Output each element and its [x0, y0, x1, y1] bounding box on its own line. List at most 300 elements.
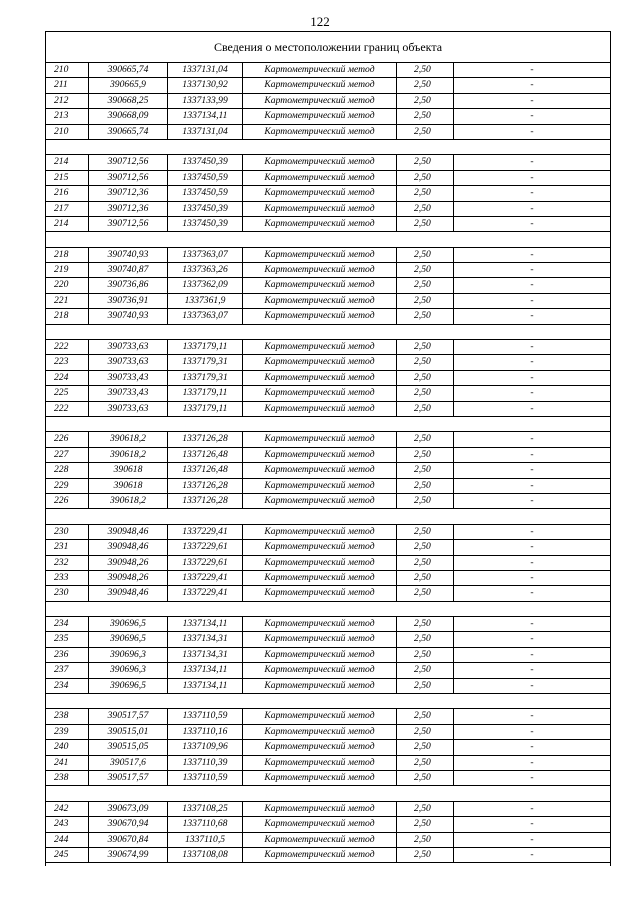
y-coordinate-cell: 1337110,16 [167, 725, 242, 739]
description-cell: - [453, 817, 610, 831]
accuracy-cell: 2,50 [396, 817, 453, 831]
point-number-cell: 243 [54, 818, 69, 830]
x-coordinate-cell: 390733,63 [88, 340, 167, 354]
accuracy-cell: 2,50 [396, 432, 453, 446]
point-number-cell: 222 [54, 402, 69, 414]
accuracy-cell: 2,50 [396, 94, 453, 108]
description-cell: - [453, 525, 610, 539]
method-cell: Картометрический метод [242, 263, 396, 277]
table-row [46, 248, 610, 263]
method-cell: Картометрический метод [242, 371, 396, 385]
accuracy-cell: 2,50 [396, 78, 453, 92]
accuracy-cell: 2,50 [396, 463, 453, 477]
x-coordinate-cell: 390712,36 [88, 202, 167, 216]
method-cell: Картометрический метод [242, 848, 396, 862]
separator-row [46, 232, 610, 247]
page-number: 122 [310, 14, 330, 29]
y-coordinate-cell: 1337110,39 [167, 756, 242, 770]
description-cell: - [453, 309, 610, 323]
description-cell: - [453, 171, 610, 185]
accuracy-cell: 2,50 [396, 617, 453, 631]
separator-row [46, 786, 610, 801]
method-cell: Картометрический метод [242, 432, 396, 446]
y-coordinate-cell: 1337229,41 [167, 586, 242, 600]
x-coordinate-cell: 390740,93 [88, 248, 167, 262]
point-number-cell: 225 [54, 387, 69, 399]
accuracy-cell: 2,50 [396, 448, 453, 462]
description-cell: - [453, 725, 610, 739]
description-cell: - [453, 494, 610, 508]
accuracy-cell: 2,50 [396, 556, 453, 570]
accuracy-cell: 2,50 [396, 771, 453, 785]
accuracy-cell: 2,50 [396, 371, 453, 385]
accuracy-cell: 2,50 [396, 833, 453, 847]
table-row [46, 278, 610, 293]
y-coordinate-cell: 1337179,31 [167, 371, 242, 385]
x-coordinate-cell: 390668,09 [88, 109, 167, 123]
y-coordinate-cell: 1337126,28 [167, 432, 242, 446]
accuracy-cell: 2,50 [396, 848, 453, 862]
table-row [46, 571, 610, 586]
y-coordinate-cell: 1337362,09 [167, 278, 242, 292]
y-coordinate-cell: 1337134,31 [167, 648, 242, 662]
table-row [46, 617, 610, 632]
accuracy-cell: 2,50 [396, 571, 453, 585]
table-row [46, 432, 610, 447]
description-cell: - [453, 617, 610, 631]
accuracy-cell: 2,50 [396, 309, 453, 323]
description-cell: - [453, 78, 610, 92]
table-row [46, 494, 610, 509]
table-row [46, 479, 610, 494]
accuracy-cell: 2,50 [396, 725, 453, 739]
description-cell: - [453, 63, 610, 77]
method-cell: Картометрический метод [242, 479, 396, 493]
point-number-cell: 221 [54, 294, 69, 306]
description-cell: - [453, 648, 610, 662]
table-row [46, 663, 610, 678]
accuracy-cell: 2,50 [396, 248, 453, 262]
point-number-cell: 223 [54, 356, 69, 368]
method-cell: Картометрический метод [242, 802, 396, 816]
y-coordinate-cell: 1337229,61 [167, 556, 242, 570]
y-coordinate-cell: 1337450,39 [167, 202, 242, 216]
x-coordinate-cell: 390517,6 [88, 756, 167, 770]
method-cell: Картометрический метод [242, 125, 396, 139]
accuracy-cell: 2,50 [396, 63, 453, 77]
method-cell: Картометрический метод [242, 248, 396, 262]
table-row [46, 463, 610, 478]
separator-row [46, 694, 610, 709]
point-number-cell: 224 [54, 371, 69, 383]
y-coordinate-cell: 1337450,59 [167, 186, 242, 200]
table-row [46, 448, 610, 463]
method-cell: Картометрический метод [242, 663, 396, 677]
table-row [46, 740, 610, 755]
y-coordinate-cell: 1337229,61 [167, 540, 242, 554]
accuracy-cell: 2,50 [396, 125, 453, 139]
description-cell: - [453, 155, 610, 169]
separator-row [46, 602, 610, 617]
point-number-cell: 235 [54, 633, 69, 645]
accuracy-cell: 2,50 [396, 155, 453, 169]
x-coordinate-cell: 390618 [88, 463, 167, 477]
accuracy-cell: 2,50 [396, 263, 453, 277]
table-row [46, 125, 610, 140]
point-number-cell: 244 [54, 833, 69, 845]
accuracy-cell: 2,50 [396, 740, 453, 754]
y-coordinate-cell: 1337110,68 [167, 817, 242, 831]
y-coordinate-cell: 1337126,28 [167, 494, 242, 508]
y-coordinate-cell: 1337363,07 [167, 309, 242, 323]
method-cell: Картометрический метод [242, 155, 396, 169]
point-number-cell: 231 [54, 541, 69, 553]
description-cell: - [453, 771, 610, 785]
x-coordinate-cell: 390733,63 [88, 402, 167, 416]
y-coordinate-cell: 1337110,59 [167, 709, 242, 723]
point-number-cell: 233 [54, 571, 69, 583]
accuracy-cell: 2,50 [396, 679, 453, 693]
method-cell: Картометрический метод [242, 217, 396, 231]
description-cell: - [453, 294, 610, 308]
table-row [46, 648, 610, 663]
method-cell: Картометрический метод [242, 63, 396, 77]
x-coordinate-cell: 390670,84 [88, 833, 167, 847]
description-cell: - [453, 556, 610, 570]
table-row [46, 263, 610, 278]
x-coordinate-cell: 390948,26 [88, 556, 167, 570]
x-coordinate-cell: 390736,91 [88, 294, 167, 308]
method-cell: Картометрический метод [242, 709, 396, 723]
point-number-cell: 242 [54, 802, 69, 814]
point-number-cell: 240 [54, 741, 69, 753]
point-number-cell: 218 [54, 248, 69, 260]
method-cell: Картометрический метод [242, 556, 396, 570]
description-cell: - [453, 802, 610, 816]
point-number-cell: 214 [54, 156, 69, 168]
table-row [46, 294, 610, 309]
y-coordinate-cell: 1337109,96 [167, 740, 242, 754]
y-coordinate-cell: 1337450,39 [167, 155, 242, 169]
separator-row [46, 417, 610, 432]
method-cell: Картометрический метод [242, 617, 396, 631]
description-cell: - [453, 386, 610, 400]
table-row [46, 402, 610, 417]
x-coordinate-cell: 390618 [88, 479, 167, 493]
x-coordinate-cell: 390618,2 [88, 494, 167, 508]
table-row [46, 94, 610, 109]
table-row [46, 556, 610, 571]
accuracy-cell: 2,50 [396, 802, 453, 816]
point-number-cell: 241 [54, 756, 69, 768]
point-number-cell: 210 [54, 64, 69, 75]
y-coordinate-cell: 1337108,25 [167, 802, 242, 816]
x-coordinate-cell: 390665,74 [88, 63, 167, 77]
method-cell: Картометрический метод [242, 463, 396, 477]
table-row [46, 802, 610, 817]
y-coordinate-cell: 1337229,41 [167, 571, 242, 585]
separator-row [46, 140, 610, 155]
point-number-cell: 216 [54, 187, 69, 199]
description-cell: - [453, 663, 610, 677]
x-coordinate-cell: 390515,01 [88, 725, 167, 739]
x-coordinate-cell: 390665,74 [88, 125, 167, 139]
point-number-cell: 222 [54, 341, 69, 353]
point-number-cell: 220 [54, 279, 69, 291]
y-coordinate-cell: 1337126,28 [167, 479, 242, 493]
y-coordinate-cell: 1337126,48 [167, 448, 242, 462]
description-cell: - [453, 402, 610, 416]
description-cell: - [453, 340, 610, 354]
x-coordinate-cell: 390712,56 [88, 155, 167, 169]
point-number-cell: 237 [54, 664, 69, 676]
x-coordinate-cell: 390733,43 [88, 371, 167, 385]
x-coordinate-cell: 390712,56 [88, 171, 167, 185]
y-coordinate-cell: 1337450,39 [167, 217, 242, 231]
table-row [46, 171, 610, 186]
accuracy-cell: 2,50 [396, 494, 453, 508]
table-row [46, 632, 610, 647]
description-cell: - [453, 263, 610, 277]
accuracy-cell: 2,50 [396, 202, 453, 216]
method-cell: Картометрический метод [242, 525, 396, 539]
x-coordinate-cell: 390674,99 [88, 848, 167, 862]
point-number-cell: 230 [54, 587, 69, 599]
x-coordinate-cell: 390618,2 [88, 448, 167, 462]
table-row [46, 217, 610, 232]
table-row [46, 679, 610, 694]
method-cell: Картометрический метод [242, 78, 396, 92]
accuracy-cell: 2,50 [396, 386, 453, 400]
x-coordinate-cell: 390712,36 [88, 186, 167, 200]
method-cell: Картометрический метод [242, 402, 396, 416]
table-row [46, 340, 610, 355]
table-row [46, 771, 610, 786]
y-coordinate-cell: 1337133,99 [167, 94, 242, 108]
accuracy-cell: 2,50 [396, 586, 453, 600]
accuracy-cell: 2,50 [396, 171, 453, 185]
description-cell: - [453, 632, 610, 646]
y-coordinate-cell: 1337131,04 [167, 63, 242, 77]
y-coordinate-cell: 1337179,11 [167, 386, 242, 400]
point-number-cell: 234 [54, 679, 69, 691]
y-coordinate-cell: 1337450,59 [167, 171, 242, 185]
y-coordinate-cell: 1337110,5 [167, 833, 242, 847]
x-coordinate-cell: 390696,3 [88, 663, 167, 677]
accuracy-cell: 2,50 [396, 217, 453, 231]
description-cell: - [453, 217, 610, 231]
point-number-cell: 230 [54, 525, 69, 537]
x-coordinate-cell: 390712,56 [88, 217, 167, 231]
x-coordinate-cell: 390733,43 [88, 386, 167, 400]
method-cell: Картометрический метод [242, 540, 396, 554]
method-cell: Картометрический метод [242, 725, 396, 739]
accuracy-cell: 2,50 [396, 525, 453, 539]
accuracy-cell: 2,50 [396, 294, 453, 308]
method-cell: Картометрический метод [242, 817, 396, 831]
description-cell: - [453, 432, 610, 446]
description-cell: - [453, 448, 610, 462]
table-row [46, 155, 610, 170]
accuracy-cell: 2,50 [396, 278, 453, 292]
y-coordinate-cell: 1337179,11 [167, 340, 242, 354]
y-coordinate-cell: 1337363,26 [167, 263, 242, 277]
description-cell: - [453, 848, 610, 862]
method-cell: Картометрический метод [242, 94, 396, 108]
point-number-cell: 229 [54, 479, 69, 491]
y-coordinate-cell: 1337179,31 [167, 355, 242, 369]
separator-row [46, 325, 610, 340]
point-number-cell: 210 [54, 125, 69, 137]
method-cell: Картометрический метод [242, 756, 396, 770]
y-coordinate-cell: 1337134,31 [167, 632, 242, 646]
point-number-cell: 239 [54, 725, 69, 737]
accuracy-cell: 2,50 [396, 632, 453, 646]
y-coordinate-cell: 1337134,11 [167, 679, 242, 693]
y-coordinate-cell: 1337229,41 [167, 525, 242, 539]
table-row [46, 386, 610, 401]
table-row [46, 525, 610, 540]
x-coordinate-cell: 390740,87 [88, 263, 167, 277]
x-coordinate-cell: 390696,5 [88, 617, 167, 631]
x-coordinate-cell: 390517,57 [88, 709, 167, 723]
table-row [46, 709, 610, 724]
table-row [46, 186, 610, 201]
y-coordinate-cell: 1337131,04 [167, 125, 242, 139]
table-row [46, 202, 610, 217]
table-title: Сведения о местоположении границ объекта [46, 32, 610, 63]
point-number-cell: 238 [54, 771, 69, 783]
description-cell: - [453, 756, 610, 770]
accuracy-cell: 2,50 [396, 355, 453, 369]
point-number-cell: 211 [54, 79, 68, 91]
y-coordinate-cell: 1337363,07 [167, 248, 242, 262]
table-row [46, 833, 610, 848]
method-cell: Картометрический метод [242, 771, 396, 785]
y-coordinate-cell: 1337134,11 [167, 663, 242, 677]
method-cell: Картометрический метод [242, 309, 396, 323]
y-coordinate-cell: 1337110,59 [167, 771, 242, 785]
description-cell: - [453, 709, 610, 723]
accuracy-cell: 2,50 [396, 402, 453, 416]
x-coordinate-cell: 390618,2 [88, 432, 167, 446]
y-coordinate-cell: 1337361,9 [167, 294, 242, 308]
table-row [46, 725, 610, 740]
accuracy-cell: 2,50 [396, 648, 453, 662]
table-row [46, 78, 610, 93]
table-row [46, 756, 610, 771]
method-cell: Картометрический метод [242, 278, 396, 292]
description-cell: - [453, 463, 610, 477]
table-row [46, 586, 610, 601]
description-cell: - [453, 679, 610, 693]
table-body [46, 63, 610, 863]
method-cell: Картометрический метод [242, 679, 396, 693]
description-cell: - [453, 586, 610, 600]
description-cell: - [453, 248, 610, 262]
description-cell: - [453, 109, 610, 123]
x-coordinate-cell: 390515,05 [88, 740, 167, 754]
accuracy-cell: 2,50 [396, 663, 453, 677]
table-row [46, 371, 610, 386]
y-coordinate-cell: 1337108,08 [167, 848, 242, 862]
x-coordinate-cell: 390673,09 [88, 802, 167, 816]
accuracy-cell: 2,50 [396, 340, 453, 354]
method-cell: Картометрический метод [242, 833, 396, 847]
description-cell: - [453, 186, 610, 200]
x-coordinate-cell: 390733,63 [88, 355, 167, 369]
method-cell: Картометрический метод [242, 109, 396, 123]
x-coordinate-cell: 390517,57 [88, 771, 167, 785]
point-number-cell: 234 [54, 618, 69, 630]
x-coordinate-cell: 390668,25 [88, 94, 167, 108]
accuracy-cell: 2,50 [396, 109, 453, 123]
accuracy-cell: 2,50 [396, 540, 453, 554]
point-number-cell: 245 [54, 848, 69, 860]
x-coordinate-cell: 390948,46 [88, 525, 167, 539]
x-coordinate-cell: 390670,94 [88, 817, 167, 831]
accuracy-cell: 2,50 [396, 709, 453, 723]
point-number-cell: 227 [54, 448, 69, 460]
accuracy-cell: 2,50 [396, 756, 453, 770]
method-cell: Картометрический метод [242, 586, 396, 600]
method-cell: Картометрический метод [242, 186, 396, 200]
table-row [46, 540, 610, 555]
method-cell: Картометрический метод [242, 294, 396, 308]
description-cell: - [453, 371, 610, 385]
description-cell: - [453, 278, 610, 292]
x-coordinate-cell: 390948,46 [88, 540, 167, 554]
method-cell: Картометрический метод [242, 571, 396, 585]
table-row [46, 848, 610, 863]
method-cell: Картометрический метод [242, 632, 396, 646]
x-coordinate-cell: 390948,46 [88, 586, 167, 600]
method-cell: Картометрический метод [242, 355, 396, 369]
description-cell: - [453, 94, 610, 108]
description-cell: - [453, 125, 610, 139]
table-row [46, 355, 610, 370]
y-coordinate-cell: 1337134,11 [167, 109, 242, 123]
method-cell: Картометрический метод [242, 494, 396, 508]
point-number-cell: 218 [54, 310, 69, 322]
point-number-cell: 215 [54, 171, 69, 183]
y-coordinate-cell: 1337130,92 [167, 78, 242, 92]
point-number-cell: 214 [54, 217, 69, 229]
point-number-cell: 228 [54, 464, 69, 476]
point-number-cell: 219 [54, 264, 69, 276]
description-cell: - [453, 833, 610, 847]
point-number-cell: 217 [54, 202, 69, 214]
description-cell: - [453, 202, 610, 216]
point-number-cell: 226 [54, 433, 69, 445]
separator-row [46, 509, 610, 524]
point-number-cell: 213 [54, 110, 69, 122]
method-cell: Картометрический метод [242, 648, 396, 662]
description-cell: - [453, 355, 610, 369]
table-row [46, 817, 610, 832]
method-cell: Картометрический метод [242, 171, 396, 185]
y-coordinate-cell: 1337126,48 [167, 463, 242, 477]
method-cell: Картометрический метод [242, 448, 396, 462]
x-coordinate-cell: 390665,9 [88, 78, 167, 92]
point-number-cell: 226 [54, 494, 69, 506]
x-coordinate-cell: 390740,93 [88, 309, 167, 323]
accuracy-cell: 2,50 [396, 479, 453, 493]
x-coordinate-cell: 390696,5 [88, 632, 167, 646]
method-cell: Картометрический метод [242, 740, 396, 754]
description-cell: - [453, 740, 610, 754]
description-cell: - [453, 540, 610, 554]
